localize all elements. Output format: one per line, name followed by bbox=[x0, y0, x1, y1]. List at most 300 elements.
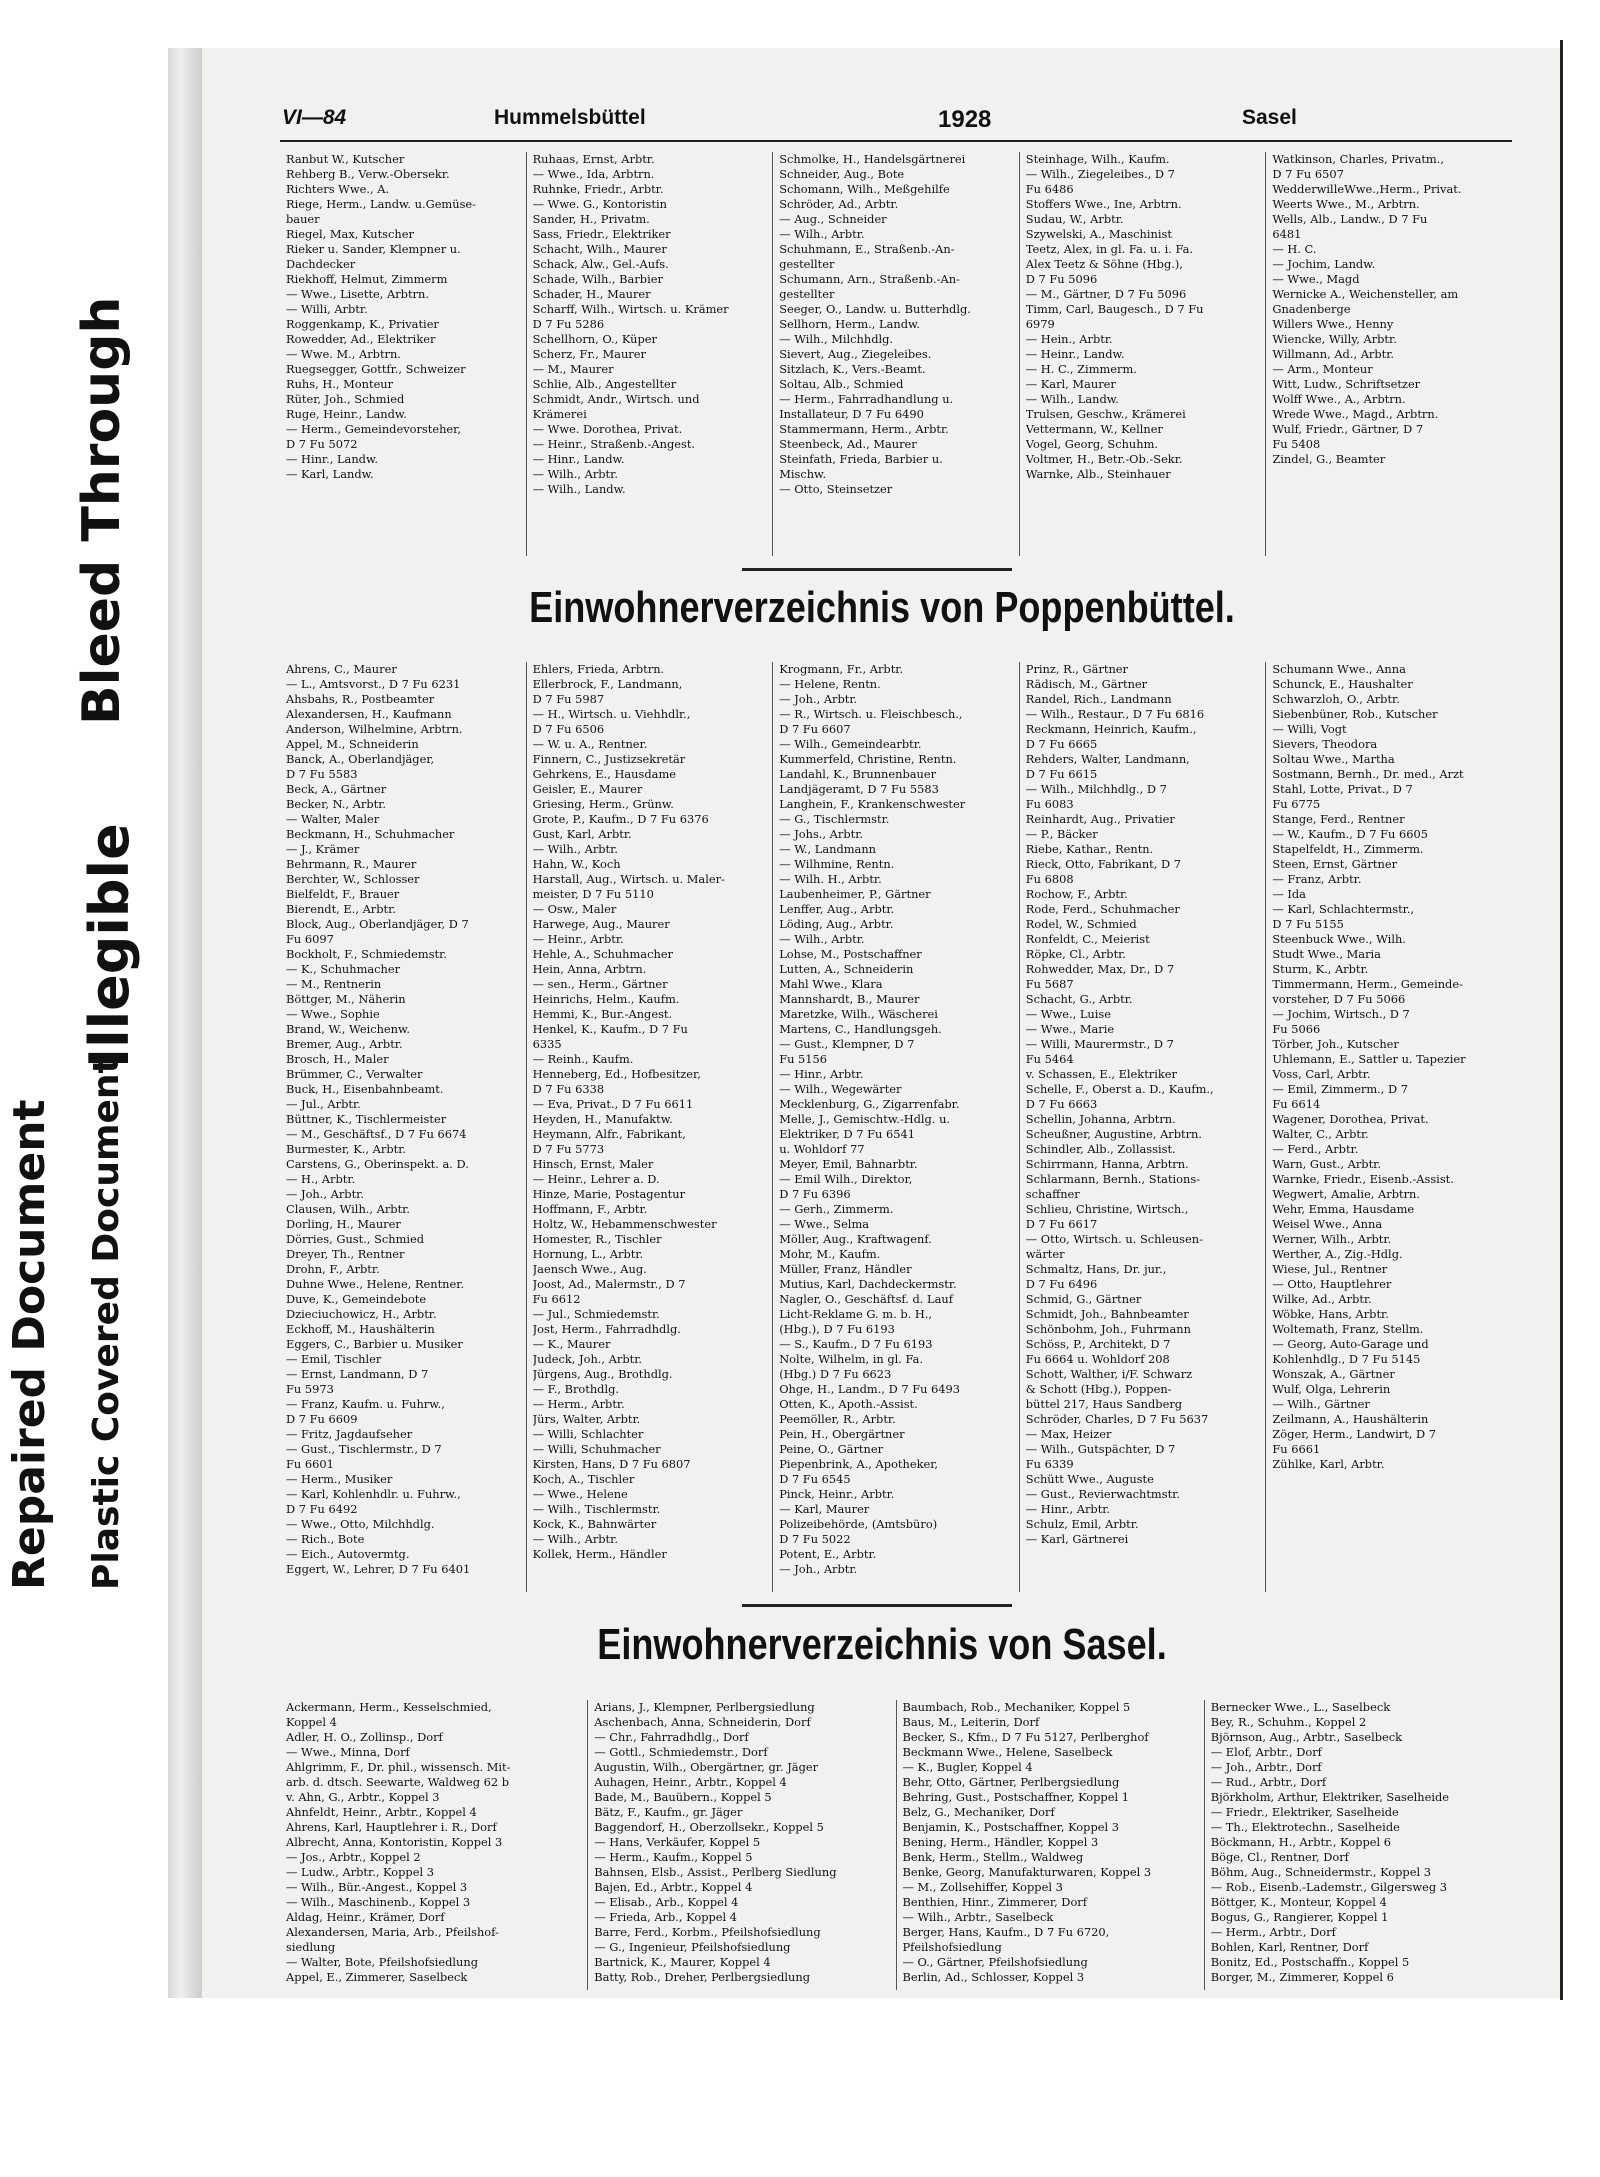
directory-entry: — Wilh., Landw. bbox=[532, 482, 626, 496]
directory-entry: — Emil, Tischler bbox=[286, 1352, 382, 1366]
directory-entry: — Wwe., Otto, Milchhdlg. bbox=[286, 1517, 435, 1531]
directory-entry: — Wilh., Arbtr. bbox=[532, 842, 618, 856]
repaired-document-label: Repaired Document bbox=[4, 1099, 55, 1590]
directory-entry: — Herm., Arbtr. bbox=[532, 1397, 625, 1411]
directory-entry: — Hinr., Landw. bbox=[286, 452, 378, 466]
directory-entry: — Wilh., Gemeindearbtr. bbox=[779, 737, 922, 751]
directory-entry: Behr, Otto, Gärtner, Perlbergsiedlung bbox=[902, 1775, 1120, 1789]
directory-entry: Soltau Wwe., Martha bbox=[1272, 752, 1395, 766]
directory-entry: Mohr, M., Kaufm. bbox=[779, 1247, 881, 1261]
directory-entry: Albrecht, Anna, Kontoristin, Koppel 3 bbox=[286, 1835, 503, 1849]
directory-entry: Mischw. bbox=[779, 467, 827, 481]
directory-entry: — M., Maurer bbox=[532, 362, 614, 376]
directory-entry: Riegel, Max, Kutscher bbox=[286, 227, 414, 241]
directory-entry: u. Wohldorf 77 bbox=[779, 1142, 865, 1156]
directory-entry: Pinck, Heinr., Arbtr. bbox=[779, 1487, 895, 1501]
directory-entry: Potent, E., Arbtr. bbox=[779, 1547, 877, 1561]
directory-entry: Steenbuck Wwe., Wilh. bbox=[1272, 932, 1406, 946]
directory-entry: Beckmann, H., Schuhmacher bbox=[286, 827, 455, 841]
directory-entry: Sturm, K., Arbtr. bbox=[1272, 962, 1369, 976]
directory-entry: Löding, Aug., Arbtr. bbox=[779, 917, 894, 931]
directory-entry: Steinhage, Wilh., Kaufm. bbox=[1025, 152, 1170, 166]
sasel-column bbox=[1204, 1700, 1512, 1990]
directory-entry: Dörries, Gust., Schmied bbox=[286, 1232, 425, 1246]
directory-entry: — Wilh., Maschinenb., Koppel 3 bbox=[286, 1895, 471, 1909]
directory-entry: Vogel, Georg, Schuhm. bbox=[1025, 437, 1159, 451]
directory-entry: — Gust., Tischlermstr., D 7 bbox=[286, 1442, 442, 1456]
directory-entry: Szywelski, A., Maschinist bbox=[1025, 227, 1172, 241]
directory-entry: Schacht, G., Arbtr. bbox=[1025, 992, 1133, 1006]
directory-entry: Henneberg, Ed., Hofbesitzer, bbox=[532, 1067, 701, 1081]
plastic-covered-label: Plastic Covered Document bbox=[86, 1056, 127, 1590]
directory-entry: Bielfeldt, F., Brauer bbox=[286, 887, 400, 901]
directory-entry: Schulz, Emil, Arbtr. bbox=[1025, 1517, 1139, 1531]
directory-entry: Schlie, Alb., Angestellter bbox=[532, 377, 677, 391]
directory-entry: Ahnfeldt, Heinr., Arbtr., Koppel 4 bbox=[286, 1805, 477, 1819]
directory-entry: Schwarzloh, O., Arbtr. bbox=[1272, 692, 1400, 706]
directory-entry: Jaensch Wwe., Aug. bbox=[532, 1262, 647, 1276]
directory-entry: Wilke, Ad., Arbtr. bbox=[1272, 1292, 1372, 1306]
hummelsbuettel-column bbox=[280, 152, 526, 556]
directory-entry: Rädisch, M., Gärtner bbox=[1025, 677, 1148, 691]
directory-entry: — Wilh., Gutspächter, D 7 bbox=[1025, 1442, 1176, 1456]
directory-entry: Fu 5066 bbox=[1272, 1022, 1321, 1036]
directory-entry: Berlin, Ad., Schlosser, Koppel 3 bbox=[902, 1970, 1085, 1984]
directory-entry: Schröder, Ad., Arbtr. bbox=[779, 197, 899, 211]
directory-entry: — Karl, Maurer bbox=[1025, 377, 1116, 391]
directory-entry: Judeck, Joh., Arbtr. bbox=[532, 1352, 643, 1366]
directory-entry: Ruegsegger, Gottfr., Schweizer bbox=[286, 362, 466, 376]
directory-entry: Wegwert, Amalie, Arbtrn. bbox=[1272, 1187, 1420, 1201]
directory-entry: — Hans, Verkäufer, Koppel 5 bbox=[594, 1835, 761, 1849]
directory-entry: Harstall, Aug., Wirtsch. u. Maler- bbox=[532, 872, 725, 886]
hummelsbuettel-column bbox=[772, 152, 1019, 556]
directory-entry: Rieck, Otto, Fabrikant, D 7 bbox=[1025, 857, 1182, 871]
directory-entry: Scharff, Wilh., Wirtsch. u. Krämer bbox=[532, 302, 729, 316]
directory-entry: Brand, W., Weichenw. bbox=[286, 1022, 411, 1036]
directory-entry: D 7 Fu 5155 bbox=[1272, 917, 1344, 931]
directory-entry: Griesing, Herm., Grünw. bbox=[532, 797, 674, 811]
directory-entry: — Elisab., Arb., Koppel 4 bbox=[594, 1895, 739, 1909]
directory-entry: Schellhorn, O., Küper bbox=[532, 332, 657, 346]
sasel-heading: Einwohnerverzeichnis von Sasel. bbox=[597, 1620, 1167, 1669]
directory-entry: Hehle, A., Schuhmacher bbox=[532, 947, 674, 961]
directory-entry: Gehrkens, E., Hausdame bbox=[532, 767, 676, 781]
directory-entry: Eggert, W., Lehrer, D 7 Fu 6401 bbox=[286, 1562, 471, 1576]
directory-entry: Müller, Franz, Händler bbox=[779, 1262, 912, 1276]
directory-entry: Pfeilshofsiedlung bbox=[902, 1940, 1002, 1954]
directory-entry: Schlarmann, Bernh., Stations- bbox=[1025, 1172, 1201, 1186]
directory-entry: Schott, Walther, i/F. Schwarz bbox=[1025, 1367, 1193, 1381]
directory-entry: 6481 bbox=[1272, 227, 1302, 241]
directory-entry: Henkel, K., Kaufm., D 7 Fu bbox=[532, 1022, 688, 1036]
directory-entry: Wonszak, A., Gärtner bbox=[1272, 1367, 1395, 1381]
directory-entry: Weerts Wwe., M., Arbtrn. bbox=[1272, 197, 1420, 211]
directory-entry: Elektriker, D 7 Fu 6541 bbox=[779, 1127, 916, 1141]
directory-entry: Scherz, Fr., Maurer bbox=[532, 347, 646, 361]
directory-entry: — Wilh., Milchhdlg., D 7 bbox=[1025, 782, 1167, 796]
directory-entry: Sievert, Aug., Ziegeleibes. bbox=[779, 347, 932, 361]
poppenbuettel-column bbox=[280, 662, 526, 1592]
directory-entry: Peemöller, R., Arbtr. bbox=[779, 1412, 896, 1426]
directory-entry: — Walter, Bote, Pfeilshofsiedlung bbox=[286, 1955, 478, 1969]
directory-entry: — F., Brothdlg. bbox=[532, 1382, 620, 1396]
directory-entry: Fu 6661 bbox=[1272, 1442, 1321, 1456]
directory-entry: Schmidt, Andr., Wirtsch. und bbox=[532, 392, 700, 406]
directory-entry: — Willi, Schlachter bbox=[532, 1427, 644, 1441]
directory-entry: Bernecker Wwe., L., Saselbeck bbox=[1210, 1700, 1391, 1714]
directory-entry: v. Schassen, E., Elektriker bbox=[1025, 1067, 1177, 1081]
directory-entry: Hein, Anna, Arbtrn. bbox=[532, 962, 647, 976]
directory-entry: — W., Kaufm., D 7 Fu 6605 bbox=[1272, 827, 1428, 841]
directory-entry: Behrmann, R., Maurer bbox=[286, 857, 417, 871]
directory-entry: D 7 Fu 5286 bbox=[532, 317, 605, 331]
directory-entry: Schack, Alw., Gel.-Aufs. bbox=[532, 257, 669, 271]
directory-entry: Wulf, Olga, Lehrerin bbox=[1272, 1382, 1391, 1396]
directory-entry: Geisler, E., Maurer bbox=[532, 782, 643, 796]
directory-entry: Steen, Ernst, Gärtner bbox=[1272, 857, 1398, 871]
directory-entry: Jost, Herm., Fahrradhdlg. bbox=[532, 1322, 681, 1336]
directory-page bbox=[200, 48, 1562, 1998]
directory-entry: vorsteher, D 7 Fu 5066 bbox=[1272, 992, 1406, 1006]
directory-entry: — Jochim, Wirtsch., D 7 bbox=[1272, 1007, 1410, 1021]
directory-entry: — Wilh., Arbtr., Saselbeck bbox=[902, 1910, 1054, 1924]
directory-entry: Rowedder, Ad., Elektriker bbox=[286, 332, 436, 346]
section-rule-2 bbox=[742, 1604, 1012, 1607]
directory-entry: Heymann, Alfr., Fabrikant, bbox=[532, 1127, 686, 1141]
directory-entry: Stahl, Lotte, Privat., D 7 bbox=[1272, 782, 1413, 796]
hummelsbuettel-column bbox=[526, 152, 773, 556]
directory-entry: Heinrichs, Helm., Kaufm. bbox=[532, 992, 680, 1006]
directory-entry: — Joh., Arbtr., Dorf bbox=[1210, 1760, 1322, 1774]
directory-entry: Laubenheimer, P., Gärtner bbox=[779, 887, 931, 901]
directory-entry: Clausen, Wilh., Arbtr. bbox=[286, 1202, 410, 1216]
directory-entry: Werner, Wilh., Arbtr. bbox=[1272, 1232, 1392, 1246]
directory-entry: Hinze, Marie, Postagentur bbox=[532, 1187, 686, 1201]
directory-entry: Martens, C., Handlungsgeh. bbox=[779, 1022, 942, 1036]
directory-entry: D 7 Fu 6396 bbox=[779, 1187, 851, 1201]
directory-entry: Bohlen, Karl, Rentner, Dorf bbox=[1210, 1940, 1369, 1954]
directory-entry: Fu 6097 bbox=[286, 932, 334, 946]
directory-entry: — Elof, Arbtr., Dorf bbox=[1210, 1745, 1322, 1759]
directory-entry: Fu 6775 bbox=[1272, 797, 1321, 811]
directory-entry: — Max, Heizer bbox=[1025, 1427, 1112, 1441]
directory-entry: meister, D 7 Fu 5110 bbox=[532, 887, 654, 901]
directory-entry: Büttner, K., Tischlermeister bbox=[286, 1112, 447, 1126]
directory-entry: Schade, Wilh., Barbier bbox=[532, 272, 663, 286]
directory-entry: — Wwe., Magd bbox=[1272, 272, 1360, 286]
directory-entry: Rehberg B., Verw.-Obersekr. bbox=[286, 167, 450, 181]
directory-entry: Augustin, Wilh., Obergärtner, gr. Jäger bbox=[594, 1760, 819, 1774]
directory-entry: — W. u. A., Rentner. bbox=[532, 737, 648, 751]
directory-entry: Barre, Ferd., Korbm., Pfeilshofsiedlung bbox=[594, 1925, 821, 1939]
directory-entry: D 7 Fu 5773 bbox=[532, 1142, 605, 1156]
directory-entry: — H., Wirtsch. u. Viehhdlr., bbox=[532, 707, 691, 721]
directory-entry: Fu 5408 bbox=[1272, 437, 1321, 451]
directory-entry: — Otto, Steinsetzer bbox=[779, 482, 893, 496]
directory-entry: — Rich., Bote bbox=[286, 1532, 365, 1546]
directory-entry: Benjamin, K., Postschaffner, Koppel 3 bbox=[902, 1820, 1119, 1834]
directory-entry: Fu 5464 bbox=[1025, 1052, 1074, 1066]
directory-entry: Mannshardt, B., Maurer bbox=[779, 992, 920, 1006]
directory-entry: Joost, Ad., Malermstr., D 7 bbox=[532, 1277, 686, 1291]
directory-entry: — Wilh., Gärtner bbox=[1272, 1397, 1370, 1411]
directory-entry: Hornung, L., Arbtr. bbox=[532, 1247, 644, 1261]
directory-entry: Hoffmann, F., Arbtr. bbox=[532, 1202, 648, 1216]
directory-entry: — Wilh., Ziegeleibes., D 7 bbox=[1025, 167, 1175, 181]
directory-entry: Rüter, Joh., Schmied bbox=[286, 392, 405, 406]
directory-entry: — K., Bugler, Koppel 4 bbox=[902, 1760, 1033, 1774]
directory-entry: Rieker u. Sander, Klempner u. bbox=[286, 242, 461, 256]
directory-entry: Fu 5687 bbox=[1025, 977, 1074, 991]
directory-entry: — Wwe., Marie bbox=[1025, 1022, 1115, 1036]
directory-entry: — Franz, Kaufm. u. Fuhrw., bbox=[286, 1397, 445, 1411]
directory-entry: Studt Wwe., Maria bbox=[1272, 947, 1381, 961]
directory-entry: Meyer, Emil, Bahnarbtr. bbox=[779, 1157, 918, 1171]
directory-entry: Jürgens, Aug., Brothdlg. bbox=[532, 1367, 673, 1381]
directory-entry: Soltau, Alb., Schmied bbox=[779, 377, 904, 391]
directory-entry: Krämerei bbox=[532, 407, 587, 421]
directory-entry: — Ernst, Landmann, D 7 bbox=[286, 1367, 429, 1381]
directory-entry: — Joh., Arbtr. bbox=[286, 1187, 364, 1201]
directory-entry: Alex Teetz & Söhne (Hbg.), bbox=[1025, 257, 1183, 271]
directory-entry: Fu 6083 bbox=[1025, 797, 1074, 811]
directory-entry: Peine, O., Gärtner bbox=[779, 1442, 884, 1456]
poppenbuettel-column bbox=[526, 662, 773, 1592]
directory-entry: — Eva, Privat., D 7 Fu 6611 bbox=[532, 1097, 694, 1111]
directory-entry: — Th., Elektrotechn., Saselheide bbox=[1210, 1820, 1400, 1834]
directory-entry: Kollek, Herm., Händler bbox=[532, 1547, 667, 1561]
section-rule-1 bbox=[742, 568, 1012, 571]
directory-entry: Anderson, Wilhelmine, Arbtrn. bbox=[286, 722, 463, 736]
directory-entry: — Friedr., Elektriker, Saselheide bbox=[1210, 1805, 1399, 1819]
directory-entry: — Gottl., Schmiedemstr., Dorf bbox=[594, 1745, 768, 1759]
directory-entry: Zöger, Herm., Landwirt, D 7 bbox=[1272, 1427, 1437, 1441]
directory-entry: — Emil Wilh., Direktor, bbox=[779, 1172, 913, 1186]
directory-entry: Arians, J., Klempner, Perlbergsiedlung bbox=[594, 1700, 815, 1714]
directory-entry: Holtz, W., Hebammenschwester bbox=[532, 1217, 717, 1231]
directory-entry: Richters Wwe., A. bbox=[286, 182, 390, 196]
directory-entry: Seeger, O., Landw. u. Butterhdlg. bbox=[779, 302, 971, 316]
directory-entry: Teetz, Alex, in gl. Fa. u. i. Fa. bbox=[1025, 242, 1194, 256]
directory-entry: Finnern, C., Justizsekretär bbox=[532, 752, 686, 766]
directory-entry: Schuhmann, E., Straßenb.-An- bbox=[779, 242, 955, 256]
directory-entry: Schacht, Wilh., Maurer bbox=[532, 242, 667, 256]
poppenbuettel-heading: Einwohnerverzeichnis von Poppenbüttel. bbox=[529, 583, 1235, 632]
directory-entry: WedderwilleWwe.,Herm., Privat. bbox=[1272, 182, 1462, 196]
directory-entry: Fu 6664 u. Wohldorf 208 bbox=[1025, 1352, 1170, 1366]
directory-entry: Fu 5973 bbox=[286, 1382, 334, 1396]
directory-entry: Witt, Ludw., Schriftsetzer bbox=[1272, 377, 1421, 391]
directory-entry: — Jos., Arbtr., Koppel 2 bbox=[286, 1850, 421, 1864]
directory-entry: D 7 Fu 6607 bbox=[779, 722, 851, 736]
directory-entry: Bogus, G., Rangierer, Koppel 1 bbox=[1210, 1910, 1389, 1924]
directory-entry: — Wwe. G., Kontoristin bbox=[532, 197, 667, 211]
directory-entry: — Wilh., Arbtr. bbox=[532, 1532, 618, 1546]
directory-entry: Appel, E., Zimmerer, Saselbeck bbox=[286, 1970, 468, 1984]
directory-entry: Schneider, Aug., Bote bbox=[779, 167, 905, 181]
directory-entry: Duhne Wwe., Helene, Rentner. bbox=[286, 1277, 465, 1291]
directory-entry: — S., Kaufm., D 7 Fu 6193 bbox=[779, 1337, 933, 1351]
directory-entry: — Karl, Schlachtermstr., bbox=[1272, 902, 1415, 916]
directory-entry: — Osw., Maler bbox=[532, 902, 617, 916]
directory-entry: Grote, P., Kaufm., D 7 Fu 6376 bbox=[532, 812, 709, 826]
directory-entry: — Rob., Eisenb.-Lademstr., Gilgersweg 3 bbox=[1210, 1880, 1448, 1894]
directory-entry: — Aug., Schneider bbox=[779, 212, 887, 226]
directory-entry: Benthien, Hinr., Zimmerer, Dorf bbox=[902, 1895, 1087, 1909]
directory-entry: — Jochim, Landw. bbox=[1272, 257, 1376, 271]
directory-entry: Rochow, F., Arbtr. bbox=[1025, 887, 1128, 901]
directory-entry: — Rud., Arbtr., Dorf bbox=[1210, 1775, 1327, 1789]
directory-entry: — Fritz, Jagdaufseher bbox=[286, 1427, 413, 1441]
directory-entry: Hemmi, K., Bur.-Angest. bbox=[532, 1007, 673, 1021]
directory-entry: Schöss, P., Architekt, D 7 bbox=[1025, 1337, 1171, 1351]
directory-entry: Benke, Georg, Manufakturwaren, Koppel 3 bbox=[902, 1865, 1152, 1879]
directory-entry: Björnson, Aug., Arbtr., Saselbeck bbox=[1210, 1730, 1403, 1744]
directory-entry: Aldag, Heinr., Krämer, Dorf bbox=[286, 1910, 445, 1924]
directory-entry: Rode, Ferd., Schuhmacher bbox=[1025, 902, 1180, 916]
directory-entry: Schader, H., Maurer bbox=[532, 287, 651, 301]
poppenbuettel-column bbox=[1019, 662, 1266, 1592]
directory-entry: — Jul., Arbtr. bbox=[286, 1097, 361, 1111]
directory-entry: — Ferd., Arbtr. bbox=[1272, 1142, 1359, 1156]
directory-entry: — Wilh., Landw. bbox=[1025, 392, 1119, 406]
directory-entry: Böttger, M., Näherin bbox=[286, 992, 406, 1006]
directory-entry: — M., Geschäftsf., D 7 Fu 6674 bbox=[286, 1127, 467, 1141]
directory-entry: Koch, A., Tischler bbox=[532, 1472, 635, 1486]
year: 1928 bbox=[938, 106, 992, 133]
directory-entry: Kirsten, Hans, D 7 Fu 6807 bbox=[532, 1457, 691, 1471]
directory-entry: Schlieu, Christine, Wirtsch., bbox=[1025, 1202, 1189, 1216]
directory-entry: — W., Landmann bbox=[779, 842, 877, 856]
directory-entry: D 7 Fu 6545 bbox=[779, 1472, 851, 1486]
directory-entry: Schindler, Alb., Zollassist. bbox=[1025, 1142, 1176, 1156]
directory-entry: Ruge, Heinr., Landw. bbox=[286, 407, 407, 421]
directory-entry: — H. C. bbox=[1272, 242, 1317, 256]
directory-entry: — Herm., Arbtr., Dorf bbox=[1210, 1925, 1336, 1939]
directory-entry: Lenffer, Aug., Arbtr. bbox=[779, 902, 895, 916]
directory-entry: Bockholt, F., Schmiedemstr. bbox=[286, 947, 447, 961]
directory-entry: Dorling, H., Maurer bbox=[286, 1217, 401, 1231]
directory-entry: Lutten, A., Schneiderin bbox=[779, 962, 914, 976]
directory-entry: — Wwe., Selma bbox=[779, 1217, 870, 1231]
directory-entry: — Karl, Gärtnerei bbox=[1025, 1532, 1129, 1546]
directory-entry: Watkinson, Charles, Privatm., bbox=[1272, 152, 1444, 166]
directory-entry: Sostmann, Bernh., Dr. med., Arzt bbox=[1272, 767, 1464, 781]
directory-entry: — Herm., Gemeindevorsteher, bbox=[286, 422, 461, 436]
directory-entry: Auhagen, Heinr., Arbtr., Koppel 4 bbox=[594, 1775, 787, 1789]
directory-entry: D 7 Fu 6496 bbox=[1025, 1277, 1098, 1291]
directory-entry: Wells, Alb., Landw., D 7 Fu bbox=[1272, 212, 1428, 226]
directory-entry: Stange, Ferd., Rentner bbox=[1272, 812, 1405, 826]
directory-entry: Fu 6486 bbox=[1025, 182, 1074, 196]
directory-entry: Wiese, Jul., Rentner bbox=[1272, 1262, 1388, 1276]
directory-entry: — Karl, Maurer bbox=[779, 1502, 870, 1516]
directory-entry: Riekhoff, Helmut, Zimmerm bbox=[286, 272, 448, 286]
directory-entry: Koppel 4 bbox=[286, 1715, 337, 1729]
directory-entry: Ahrens, C., Maurer bbox=[286, 662, 397, 676]
book-spine bbox=[168, 48, 200, 1998]
directory-entry: — Wwe., Ida, Arbtrn. bbox=[532, 167, 655, 181]
directory-entry: Kock, K., Bahnwärter bbox=[532, 1517, 657, 1531]
directory-entry: Installateur, D 7 Fu 6490 bbox=[779, 407, 924, 421]
directory-entry: — Willi, Schuhmacher bbox=[532, 1442, 661, 1456]
directory-entry: Beck, A., Gärtner bbox=[286, 782, 387, 796]
directory-entry: Kohlenhdlg., D 7 Fu 5145 bbox=[1272, 1352, 1421, 1366]
directory-entry: Wrede Wwe., Magd., Arbtrn. bbox=[1272, 407, 1439, 421]
hummelsbuettel-column bbox=[1019, 152, 1266, 556]
directory-entry: Weisel Wwe., Anna bbox=[1272, 1217, 1383, 1231]
directory-entry: Kummerfeld, Christine, Rentn. bbox=[779, 752, 957, 766]
directory-entry: — Wwe. Dorothea, Privat. bbox=[532, 422, 683, 436]
directory-entry: Rodel, W., Schmied bbox=[1025, 917, 1137, 931]
poppenbuettel-columns bbox=[280, 662, 1512, 1592]
directory-entry: — Wwe., Sophie bbox=[286, 1007, 380, 1021]
directory-entry: Nolte, Wilhelm, in gl. Fa. bbox=[779, 1352, 924, 1366]
directory-entry: — Heinr., Arbtr. bbox=[532, 932, 624, 946]
directory-entry: — Otto, Hauptlehrer bbox=[1272, 1277, 1392, 1291]
directory-entry: — Georg, Auto-Garage und bbox=[1272, 1337, 1429, 1351]
directory-entry: Reinhardt, Aug., Privatier bbox=[1025, 812, 1175, 826]
directory-entry: — Franz, Arbtr. bbox=[1272, 872, 1362, 886]
directory-entry: Nagler, O., Geschäftsf. d. Lauf bbox=[779, 1292, 953, 1306]
directory-entry: Appel, M., Schneiderin bbox=[286, 737, 419, 751]
directory-entry: Stapelfeldt, H., Zimmerm. bbox=[1272, 842, 1424, 856]
directory-entry: — Hinr., Arbtr. bbox=[779, 1067, 864, 1081]
directory-entry: — K., Maurer bbox=[532, 1337, 611, 1351]
directory-entry: Fu 6614 bbox=[1272, 1097, 1321, 1111]
directory-entry: — Heinr., Straßenb.-Angest. bbox=[532, 437, 696, 451]
directory-entry: Fu 5156 bbox=[779, 1052, 828, 1066]
directory-entry: Belz, G., Mechaniker, Dorf bbox=[902, 1805, 1055, 1819]
directory-entry: — sen., Herm., Gärtner bbox=[532, 977, 668, 991]
directory-entry: Schönbohm, Joh., Fuhrmann bbox=[1025, 1322, 1191, 1336]
directory-entry: Bierendt, E., Arbtr. bbox=[286, 902, 396, 916]
directory-entry: Beckmann Wwe., Helene, Saselbeck bbox=[902, 1745, 1113, 1759]
running-head bbox=[282, 106, 1502, 136]
directory-entry: Mutius, Karl, Dachdeckermstr. bbox=[779, 1277, 957, 1291]
directory-entry: D 7 Fu 5022 bbox=[779, 1532, 851, 1546]
hummelsbuettel-columns bbox=[280, 152, 1512, 556]
directory-entry: D 7 Fu 5072 bbox=[286, 437, 358, 451]
directory-entry: — Joh., Arbtr. bbox=[779, 692, 858, 706]
directory-entry: Aschenbach, Anna, Schneiderin, Dorf bbox=[594, 1715, 811, 1729]
directory-entry: D 7 Fu 5096 bbox=[1025, 272, 1098, 286]
directory-entry: gestellter bbox=[779, 287, 835, 301]
directory-entry: Böge, Cl., Rentner, Dorf bbox=[1210, 1850, 1349, 1864]
poppenbuettel-column bbox=[1265, 662, 1512, 1592]
directory-entry: Willers Wwe., Henny bbox=[1272, 317, 1394, 331]
directory-entry: Möller, Aug., Kraftwagenf. bbox=[779, 1232, 932, 1246]
directory-entry: — Wwe., Lisette, Arbtrn. bbox=[286, 287, 429, 301]
directory-entry: — Wilh., Arbtr. bbox=[532, 467, 618, 481]
directory-entry: Trulsen, Geschw., Krämerei bbox=[1025, 407, 1186, 421]
directory-entry: Becker, S., Kfm., D 7 Fu 5127, Perlberghof bbox=[902, 1730, 1149, 1744]
directory-entry: Böckmann, H., Arbtr., Koppel 6 bbox=[1210, 1835, 1392, 1849]
directory-entry: — M., Rentnerin bbox=[286, 977, 382, 991]
directory-entry: Carstens, G., Oberinspekt. a. D. bbox=[286, 1157, 469, 1171]
directory-entry: — L., Amtsvorst., D 7 Fu 6231 bbox=[286, 677, 461, 691]
directory-entry: — Wilh., Wegewärter bbox=[779, 1082, 902, 1096]
directory-entry: — Walter, Maler bbox=[286, 812, 380, 826]
directory-entry: — Heinr., Lehrer a. D. bbox=[532, 1172, 660, 1186]
directory-entry: Schellin, Johanna, Arbtrn. bbox=[1025, 1112, 1176, 1126]
directory-entry: Röpke, Cl., Arbtr. bbox=[1025, 947, 1126, 961]
directory-entry: — Willi, Arbtr. bbox=[286, 302, 368, 316]
directory-entry: Voss, Carl, Arbtr. bbox=[1272, 1067, 1371, 1081]
directory-entry: Timmermann, Herm., Gemeinde- bbox=[1272, 977, 1463, 991]
directory-entry: Ruhnke, Friedr., Arbtr. bbox=[532, 182, 664, 196]
